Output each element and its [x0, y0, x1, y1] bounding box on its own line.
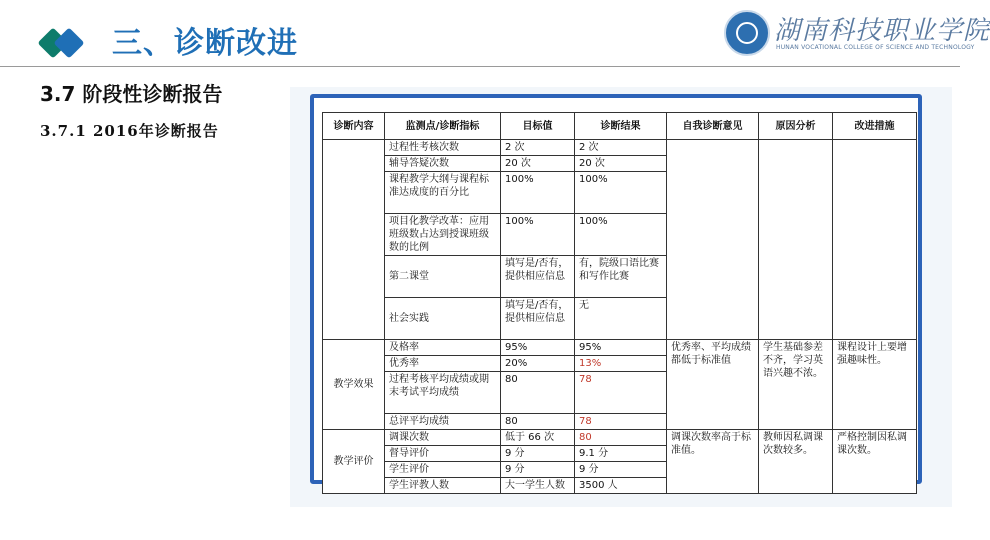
indicator-cell: 社会实践 — [385, 298, 501, 340]
header-cell: 监测点/诊断指标 — [385, 113, 501, 140]
indicator-cell: 辅导答疑次数 — [385, 156, 501, 172]
indicator-cell: 第二课堂 — [385, 256, 501, 298]
result-cell: 20 次 — [575, 156, 667, 172]
slide-logo-icon — [38, 24, 94, 66]
header-divider — [0, 66, 960, 67]
result-cell: 100% — [575, 214, 667, 256]
indicator-cell: 优秀率 — [385, 356, 501, 372]
school-seal-icon — [724, 10, 770, 56]
reason-cell: 学生基础参差不齐，学习英语兴趣不浓。 — [759, 340, 833, 430]
target-cell: 100% — [501, 214, 575, 256]
target-cell: 20 次 — [501, 156, 575, 172]
table-header-row — [323, 113, 917, 140]
target-cell: 2 次 — [501, 140, 575, 156]
header-cell: 诊断内容 — [323, 113, 385, 140]
target-cell: 95% — [501, 340, 575, 356]
content-cell: 教学评价 — [323, 430, 385, 494]
header-cell: 原因分析 — [759, 113, 833, 140]
target-cell: 9 分 — [501, 446, 575, 462]
result-cell: 9.1 分 — [575, 446, 667, 462]
measure-cell — [833, 140, 917, 340]
result-cell: 80 — [575, 430, 667, 446]
target-cell: 9 分 — [501, 462, 575, 478]
target-cell: 填写是/否有，提供相应信息 — [501, 256, 575, 298]
header-cell: 改进措施 — [833, 113, 917, 140]
section-title: 三、诊断改进 — [112, 26, 298, 61]
target-cell: 20% — [501, 356, 575, 372]
indicator-cell: 调课次数 — [385, 430, 501, 446]
indicator-cell: 项目化教学改革：应用班级数占达到授课班级数的比例 — [385, 214, 501, 256]
result-cell: 无 — [575, 298, 667, 340]
school-name-en: HUNAN VOCATIONAL COLLEGE OF SCIENCE AND TECHNOLOGY — [776, 44, 975, 51]
target-cell: 80 — [501, 414, 575, 430]
result-cell: 9 分 — [575, 462, 667, 478]
result-cell: 有，院级口语比赛和写作比赛 — [575, 256, 667, 298]
target-cell: 80 — [501, 372, 575, 414]
indicator-cell: 课程教学大纲与课程标准达成度的百分比 — [385, 172, 501, 214]
measure-cell: 课程设计上要增强趣味性。 — [833, 340, 917, 430]
result-cell: 95% — [575, 340, 667, 356]
reason-cell: 教师因私调课次数较多。 — [759, 430, 833, 494]
indicator-cell: 学生评教人数 — [385, 478, 501, 494]
diagnosis-table — [322, 112, 917, 494]
result-cell: 78 — [575, 372, 667, 414]
measure-cell: 严格控制因私调课次数。 — [833, 430, 917, 494]
target-cell: 填写是/否有，提供相应信息 — [501, 298, 575, 340]
indicator-cell: 学生评价 — [385, 462, 501, 478]
indicator-cell: 过程性考核次数 — [385, 140, 501, 156]
subtitle: 3.7 阶段性诊断报告 — [40, 82, 223, 106]
school-name-cn: 湖南科技职业学院 — [774, 16, 990, 46]
content-cell: 教学效果 — [323, 340, 385, 430]
school-logo — [724, 8, 990, 62]
opinion-cell — [667, 140, 759, 340]
table-row — [323, 430, 917, 446]
content-cell — [323, 140, 385, 340]
header-cell: 自我诊断意见 — [667, 113, 759, 140]
result-cell: 78 — [575, 414, 667, 430]
result-cell: 100% — [575, 172, 667, 214]
indicator-cell: 总评平均成绩 — [385, 414, 501, 430]
indicator-cell: 督导评价 — [385, 446, 501, 462]
header-cell: 诊断结果 — [575, 113, 667, 140]
result-cell: 3500 人 — [575, 478, 667, 494]
target-cell: 低于 66 次 — [501, 430, 575, 446]
header-cell: 目标值 — [501, 113, 575, 140]
reason-cell — [759, 140, 833, 340]
opinion-cell: 调课次数率高于标准值。 — [667, 430, 759, 494]
table-row — [323, 140, 917, 156]
sub-subtitle: 3.7.1 2016年诊断报告 — [40, 122, 219, 140]
indicator-cell: 过程考核平均成绩或期末考试平均成绩 — [385, 372, 501, 414]
opinion-cell: 优秀率、平均成绩都低于标准值 — [667, 340, 759, 430]
result-cell: 13% — [575, 356, 667, 372]
target-cell: 大一学生人数 — [501, 478, 575, 494]
indicator-cell: 及格率 — [385, 340, 501, 356]
result-cell: 2 次 — [575, 140, 667, 156]
target-cell: 100% — [501, 172, 575, 214]
table-row — [323, 340, 917, 356]
